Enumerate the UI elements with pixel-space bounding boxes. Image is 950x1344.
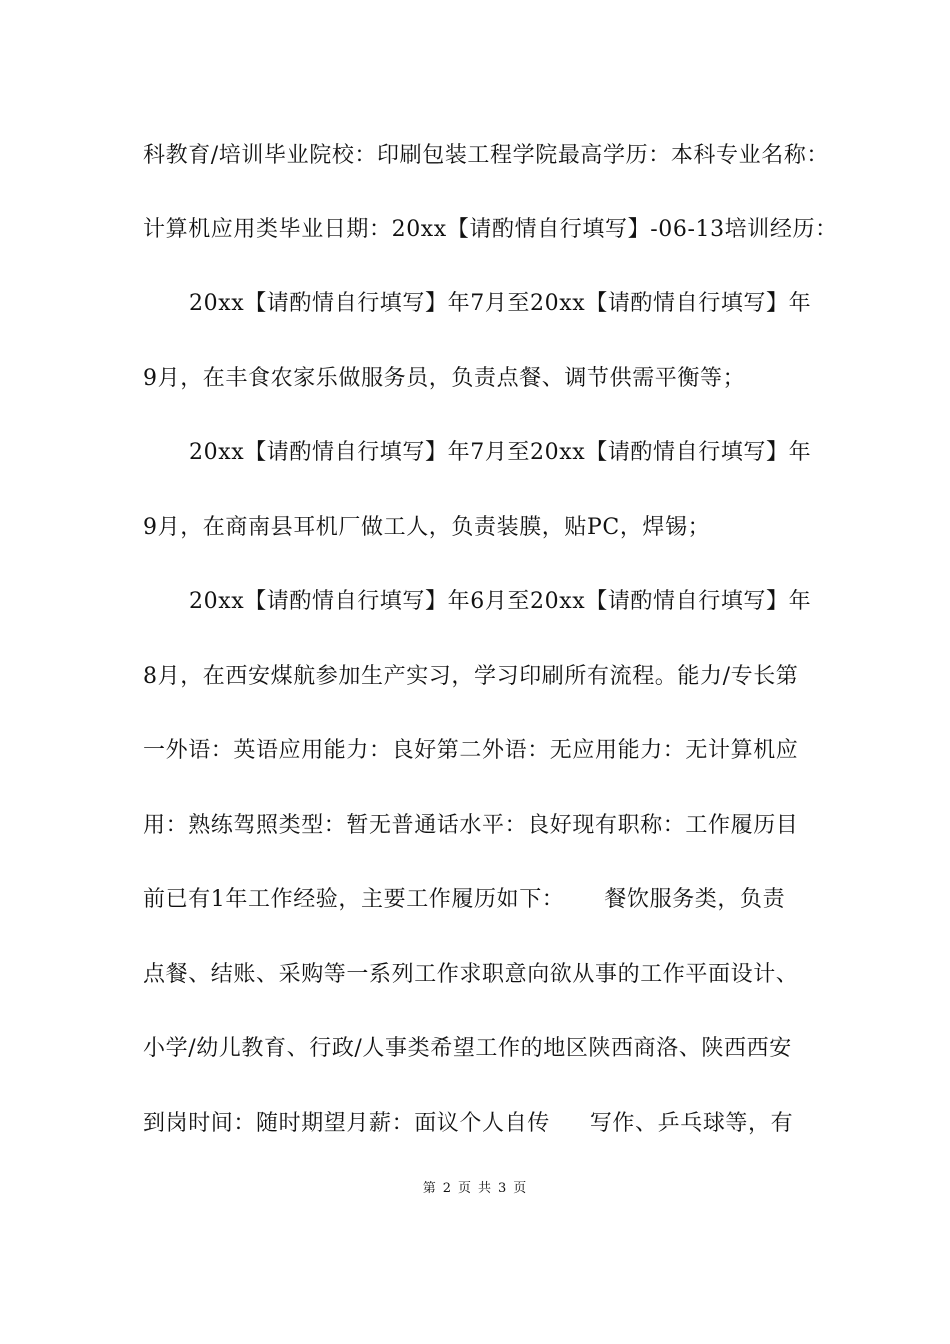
text-line: 9月，在商南县耳机厂做工人，负责装膜，贴PC，焊锡； bbox=[143, 515, 711, 540]
text-line: 用：熟练驾照类型：暂无普通话水平：良好现有职称：工作履历目 bbox=[143, 813, 799, 838]
footer-label-page-unit: 页 bbox=[457, 1181, 472, 1196]
text-line: 20xx【请酌情自行填写】年6月至20xx【请酌情自行填写】年 bbox=[189, 589, 812, 614]
text-line bbox=[143, 1109, 813, 1139]
text-line: 20xx【请酌情自行填写】年7月至20xx【请酌情自行填写】年 bbox=[189, 440, 812, 465]
text-line: 20xx【请酌情自行填写】年7月至20xx【请酌情自行填写】年 bbox=[189, 291, 812, 316]
text-line: 8月，在西安煤航参加生产实习，学习印刷所有流程。能力/专长第 bbox=[143, 664, 799, 689]
text-line bbox=[143, 885, 813, 915]
footer-current-page: 2 bbox=[442, 1181, 452, 1196]
text-line: 小学/幼儿教育、行政/人事类希望工作的地区陕西商洛、陕西西安 bbox=[143, 1036, 792, 1061]
page-footer bbox=[0, 1180, 950, 1198]
text-segment: 前已有1年工作经验，主要工作履历如下： bbox=[143, 887, 565, 912]
text-segment: 餐饮服务类，负责 bbox=[604, 887, 786, 912]
text-line: 9月，在丰食农家乐做服务员，负责点餐、调节供需平衡等； bbox=[143, 366, 746, 391]
footer-label-total: 共 bbox=[478, 1181, 493, 1196]
text-line: 一外语：英语应用能力：良好第二外语：无应用能力：无计算机应 bbox=[143, 738, 799, 763]
footer-label-page: 第 bbox=[422, 1181, 437, 1196]
text-segment: 到岗时间：随时期望月薪：面议个人自传 bbox=[143, 1111, 550, 1136]
footer-label-total-unit: 页 bbox=[513, 1181, 528, 1196]
text-segment: 写作、乒乓球等，有 bbox=[589, 1111, 794, 1136]
footer-total-pages: 3 bbox=[498, 1181, 508, 1196]
text-line: 点餐、结账、采购等一系列工作求职意向欲从事的工作平面设计、 bbox=[143, 962, 799, 987]
text-line: 科教育/培训毕业院校：印刷包装工程学院最高学历：本科专业名称： bbox=[143, 143, 830, 168]
text-line: 计算机应用类毕业日期：20xx【请酌情自行填写】-06-13培训经历： bbox=[143, 217, 838, 242]
